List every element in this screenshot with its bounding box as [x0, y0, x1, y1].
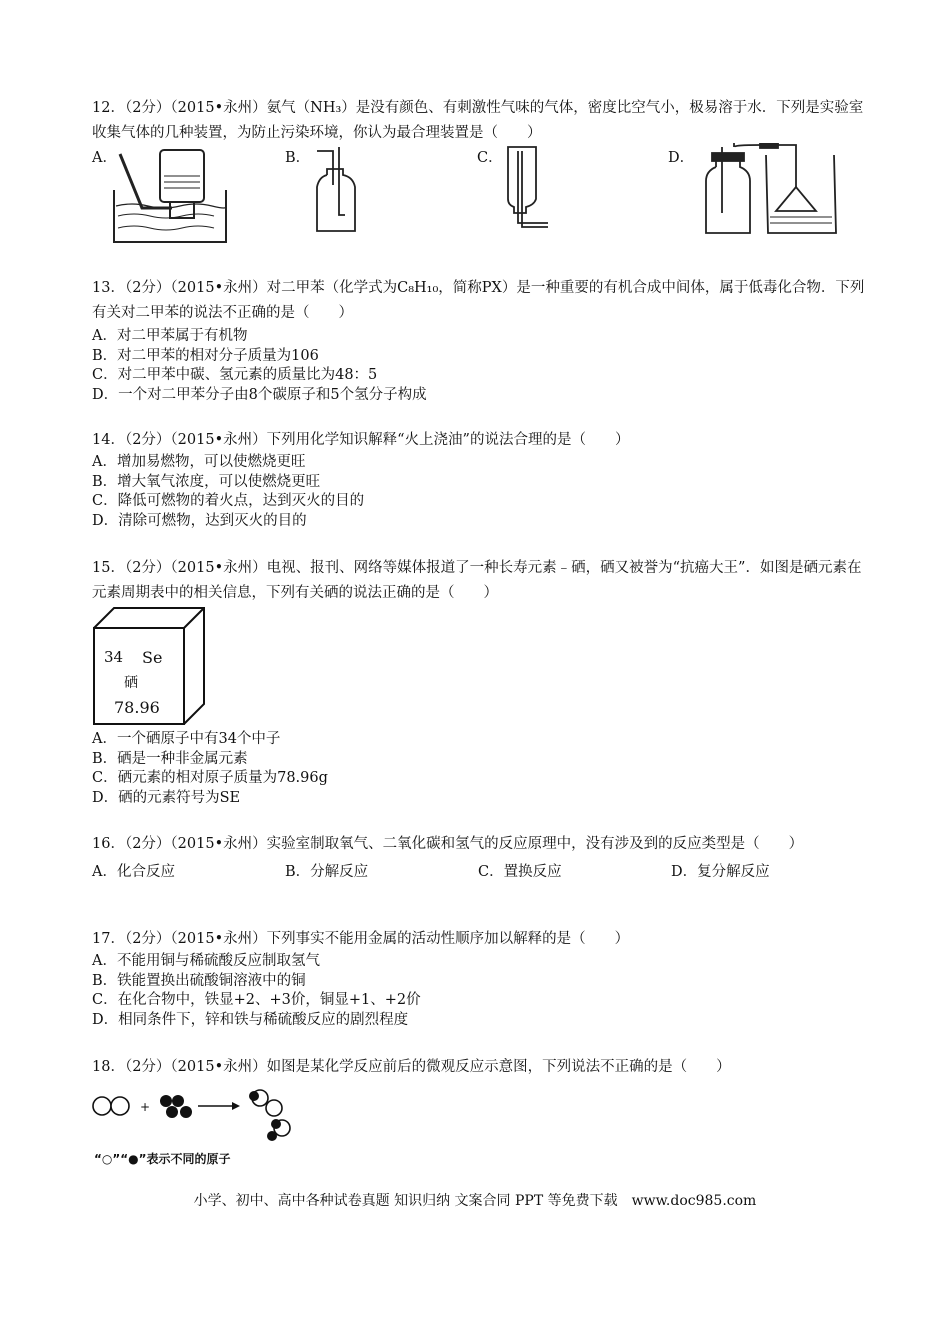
option-label-d: D． — [668, 150, 695, 166]
option-label-a: A． — [92, 150, 117, 166]
option-label-b: B． — [285, 150, 311, 166]
option-b: B．硒是一种非金属元素 — [92, 750, 248, 767]
element-symbol: Se — [142, 648, 163, 667]
option-c: C．对二甲苯中碳、氢元素的质量比为48：5 — [92, 367, 378, 384]
svg-text:+: + — [140, 1100, 151, 1114]
option-a: A．增加易燃物，可以使燃烧更旺 — [92, 454, 306, 470]
option-d: D．硒的元素符号为SE — [92, 789, 241, 806]
option-d: D．相同条件下，锌和铁与稀硫酸反应的剧烈程度 — [92, 1011, 409, 1028]
question-18 — [92, 1055, 872, 1080]
option-c: C．在化合物中，铁显+2、+3价，铜显+1、+2价 — [92, 992, 421, 1009]
question-15-options — [92, 730, 872, 808]
apparatus-a-image — [112, 148, 230, 248]
option-d: D．清除可燃物，达到灭火的目的 — [92, 512, 307, 529]
option-d: D．一个对二甲苯分子由8个碳原子和5个氢分子构成 — [92, 386, 427, 403]
option-a: A．对二甲苯属于有机物 — [92, 328, 248, 344]
question-15 — [92, 556, 872, 606]
question-16 — [92, 832, 872, 885]
atomic-number: 34 — [104, 648, 124, 666]
option-label-c: C． — [477, 150, 503, 166]
apparatus-c-image — [496, 143, 552, 233]
question-17-stem: 17．（2分）（2015•永州）下列事实不能用金属的活动性顺序加以解释的是（ ） — [92, 931, 630, 947]
option-a: A．一个硒原子中有34个中子 — [92, 731, 281, 747]
page-footer: 小学、初中、高中各种试卷真题 知识归纳 文案合同 PPT 等免费下载 www.doc985.com — [193, 1193, 757, 1209]
question-12-stem: 12．（2分）（2015•永州）氨气（NH₃）是没有颜色、有刺激性气味的气体，密度比空气小，极易溶于水．下列是实验室收集气体的几种装置，为防止污染环境，你认为最合理装置是（ ） — [92, 100, 864, 141]
option-c: C．降低可燃物的着火点，达到灭火的目的 — [92, 493, 365, 510]
question-16-stem: 16．（2分）（2015•永州）实验室制取氧气、二氧化碳和氢气的反应原理中，没有涉及到的反应类型是（ ） — [92, 836, 804, 852]
atomic-mass: 78.96 — [114, 698, 160, 717]
option-b: B．分解反应 — [285, 864, 369, 880]
element-name: 硒 — [124, 675, 138, 691]
apparatus-b-image — [315, 145, 359, 233]
question-12 — [92, 96, 872, 146]
question-14 — [92, 428, 872, 531]
reaction-legend: “○”“●”表示不同的原子 — [94, 1152, 231, 1166]
option-b: B．增大氧气浓度，可以使燃烧更旺 — [92, 473, 321, 490]
question-15-stem: 15．（2分）（2015•永州）电视、报刊、网络等媒体报道了一种长寿元素﹣硒，硒又被誉为“抗癌大王”．如图是硒元素在元素周期表中的相关信息，下列有关硒的说法正确的是（ ） — [92, 560, 862, 601]
option-c: C．置换反应 — [478, 864, 562, 880]
reaction-diagram — [92, 1088, 312, 1150]
question-13-stem: 13．（2分）（2015•永州）对二甲苯（化学式为C₈H₁₀，简称PX）是一种重要的有机合成中间体，属于低毒化合物．下列有关对二甲苯的说法不正确的是（ ） — [92, 280, 865, 321]
option-a: A．不能用铜与稀硫酸反应制取氢气 — [92, 953, 320, 969]
option-b: B．铁能置换出硫酸铜溶液中的铜 — [92, 972, 306, 989]
option-b: B．对二甲苯的相对分子质量为106 — [92, 347, 319, 364]
apparatus-d-image — [700, 143, 840, 235]
option-d: D．复分解反应 — [671, 864, 770, 880]
option-a: A．化合反应 — [92, 864, 175, 880]
question-14-stem: 14．（2分）（2015•永州）下列用化学知识解释“火上浇油”的说法合理的是（ ） — [92, 432, 630, 448]
option-c: C．硒元素的相对原子质量为78.96g — [92, 770, 328, 787]
question-13 — [92, 276, 872, 405]
question-17 — [92, 927, 872, 1030]
question-18-stem: 18．（2分）（2015•永州）如图是某化学反应前后的微观反应示意图，下列说法不正确的是（ ） — [92, 1059, 731, 1075]
